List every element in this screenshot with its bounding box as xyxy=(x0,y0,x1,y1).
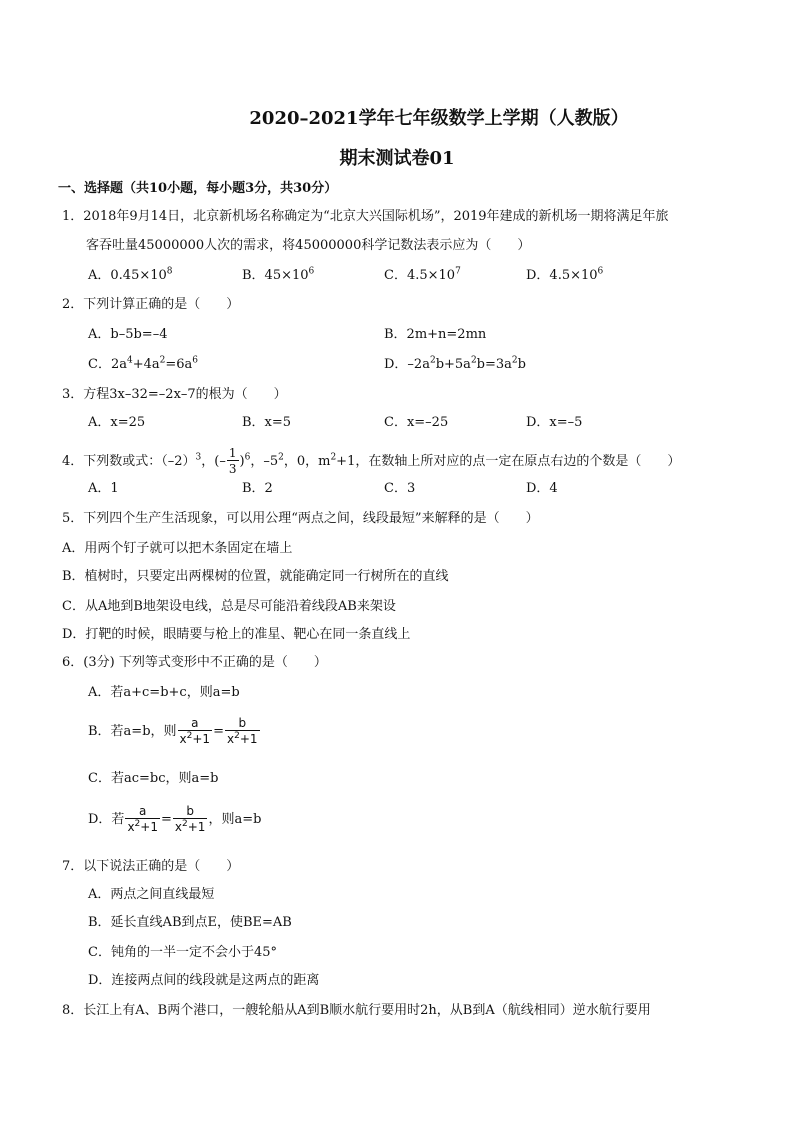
q6-option-a[interactable]: A．若a+c=b+c，则a=b xyxy=(88,685,240,700)
section-heading: 一、选择题（共10小题，每小题3分，共30分） xyxy=(58,181,338,196)
q2-option-d[interactable]: D．$-2a^2b+5a^2b=3a^2b$ xyxy=(384,355,526,372)
q6-stem: 6．(3分) 下列等式变形中不正确的是（ ） xyxy=(62,655,327,670)
q7-option-b[interactable]: B．延长直线AB到点E，使BE=AB xyxy=(88,915,292,930)
q3-option-a[interactable]: A．x=25 xyxy=(88,415,146,430)
q3-option-d[interactable]: D．x=–5 xyxy=(526,415,583,430)
q5-option-a[interactable]: A．用两个钉子就可以把木条固定在墙上 xyxy=(62,541,293,556)
q2-option-b[interactable]: B．2m+n=2mn xyxy=(384,327,487,342)
q6-b-fraction-right: $\frac{b}{x^2+1}$ xyxy=(226,716,258,746)
q5-option-c[interactable]: C．从A地到B地架设电线，总是尽可能沿着线段AB来架设 xyxy=(62,599,396,614)
q2-option-c[interactable]: C．$2a^4+4a^2=6a^6$ xyxy=(88,355,199,372)
exam-subtitle: 期末测试卷01 xyxy=(339,148,455,169)
q1-option-b[interactable]: B．$45\times 10^6$ xyxy=(242,266,315,283)
q6-option-b[interactable]: B．若a=b，则 $\frac{a}{x^2+1}$ = $\frac{b}{x^2+1}$ xyxy=(88,716,258,746)
q6-option-c[interactable]: C．若ac=bc，则a=b xyxy=(88,771,219,786)
q5-option-d[interactable]: D．打靶的时候，眼睛要与枪上的准星、靶心在同一条直线上 xyxy=(62,627,411,642)
q8-stem-line1: 8．长江上有A、B两个港口，一艘轮船从A到B顺水航行要用时2h，从B到A（航线相同）逆水航行要用 xyxy=(62,1003,651,1018)
q4-stem: 4．下列数或式：$(-2)^3$，(– $\frac{1}{3}$ )$^6$，$-5^2$，0，$m^2+1$，在数轴上所对应的点一定在原点右边的个数是（ ） xyxy=(62,446,681,476)
q2-stem: 2．下列计算正确的是（ ） xyxy=(62,297,240,312)
q4-fraction: $\frac{1}{3}$ xyxy=(228,446,237,476)
q6-option-d[interactable]: D．若 $\frac{a}{x^2+1}$ = $\frac{b}{x^2+1}$ ，则a=b xyxy=(88,804,262,834)
q7-stem: 7．以下说法正确的是（ ） xyxy=(62,859,240,874)
q5-option-b[interactable]: B．植树时，只要定出两棵树的位置，就能确定同一行树所在的直线 xyxy=(62,569,449,584)
q3-stem: 3．方程3x–32=–2x–7的根为（ ） xyxy=(62,387,287,402)
q6-d-fraction-left: $\frac{a}{x^2+1}$ xyxy=(127,804,158,834)
q1-option-c[interactable]: C．$4.5\times 10^7$ xyxy=(384,266,461,283)
exam-title: 2020–2021学年七年级数学上学期（人教版） xyxy=(249,108,629,129)
q1-stem-line1: 1．2018年9月14日，北京新机场名称确定为“北京大兴国际机场”，2019年建成的新机场一期将满足年旅 xyxy=(62,209,669,224)
q4-option-d[interactable]: D．4 xyxy=(526,481,558,496)
q4-option-c[interactable]: C．3 xyxy=(384,481,416,496)
q6-d-fraction-right: $\frac{b}{x^2+1}$ xyxy=(174,804,206,834)
q1-option-a[interactable]: A．$0.45\times 10^8$ xyxy=(88,266,173,283)
q6-b-fraction-left: $\frac{a}{x^2+1}$ xyxy=(179,716,211,746)
q7-option-c[interactable]: C．钝角的一半一定不会小于45° xyxy=(88,945,277,960)
q2-option-a[interactable]: A．b–5b=–4 xyxy=(88,327,168,342)
q1-option-d[interactable]: D．$4.5\times 10^6$ xyxy=(526,266,604,283)
q5-stem: 5．下列四个生产生活现象，可以用公理“两点之间，线段最短”来解释的是（ ） xyxy=(62,511,539,526)
q3-option-b[interactable]: B．x=5 xyxy=(242,415,292,430)
q4-option-b[interactable]: B．2 xyxy=(242,481,273,496)
q7-option-d[interactable]: D．连接两点间的线段就是这两点的距离 xyxy=(88,973,320,988)
q7-option-a[interactable]: A．两点之间直线最短 xyxy=(88,887,215,902)
q4-option-a[interactable]: A．1 xyxy=(88,481,119,496)
q3-option-c[interactable]: C．x=–25 xyxy=(384,415,449,430)
q1-stem-line2: 客吞吐量45000000人次的需求，将45000000科学记数法表示应为（ ） xyxy=(86,238,531,253)
